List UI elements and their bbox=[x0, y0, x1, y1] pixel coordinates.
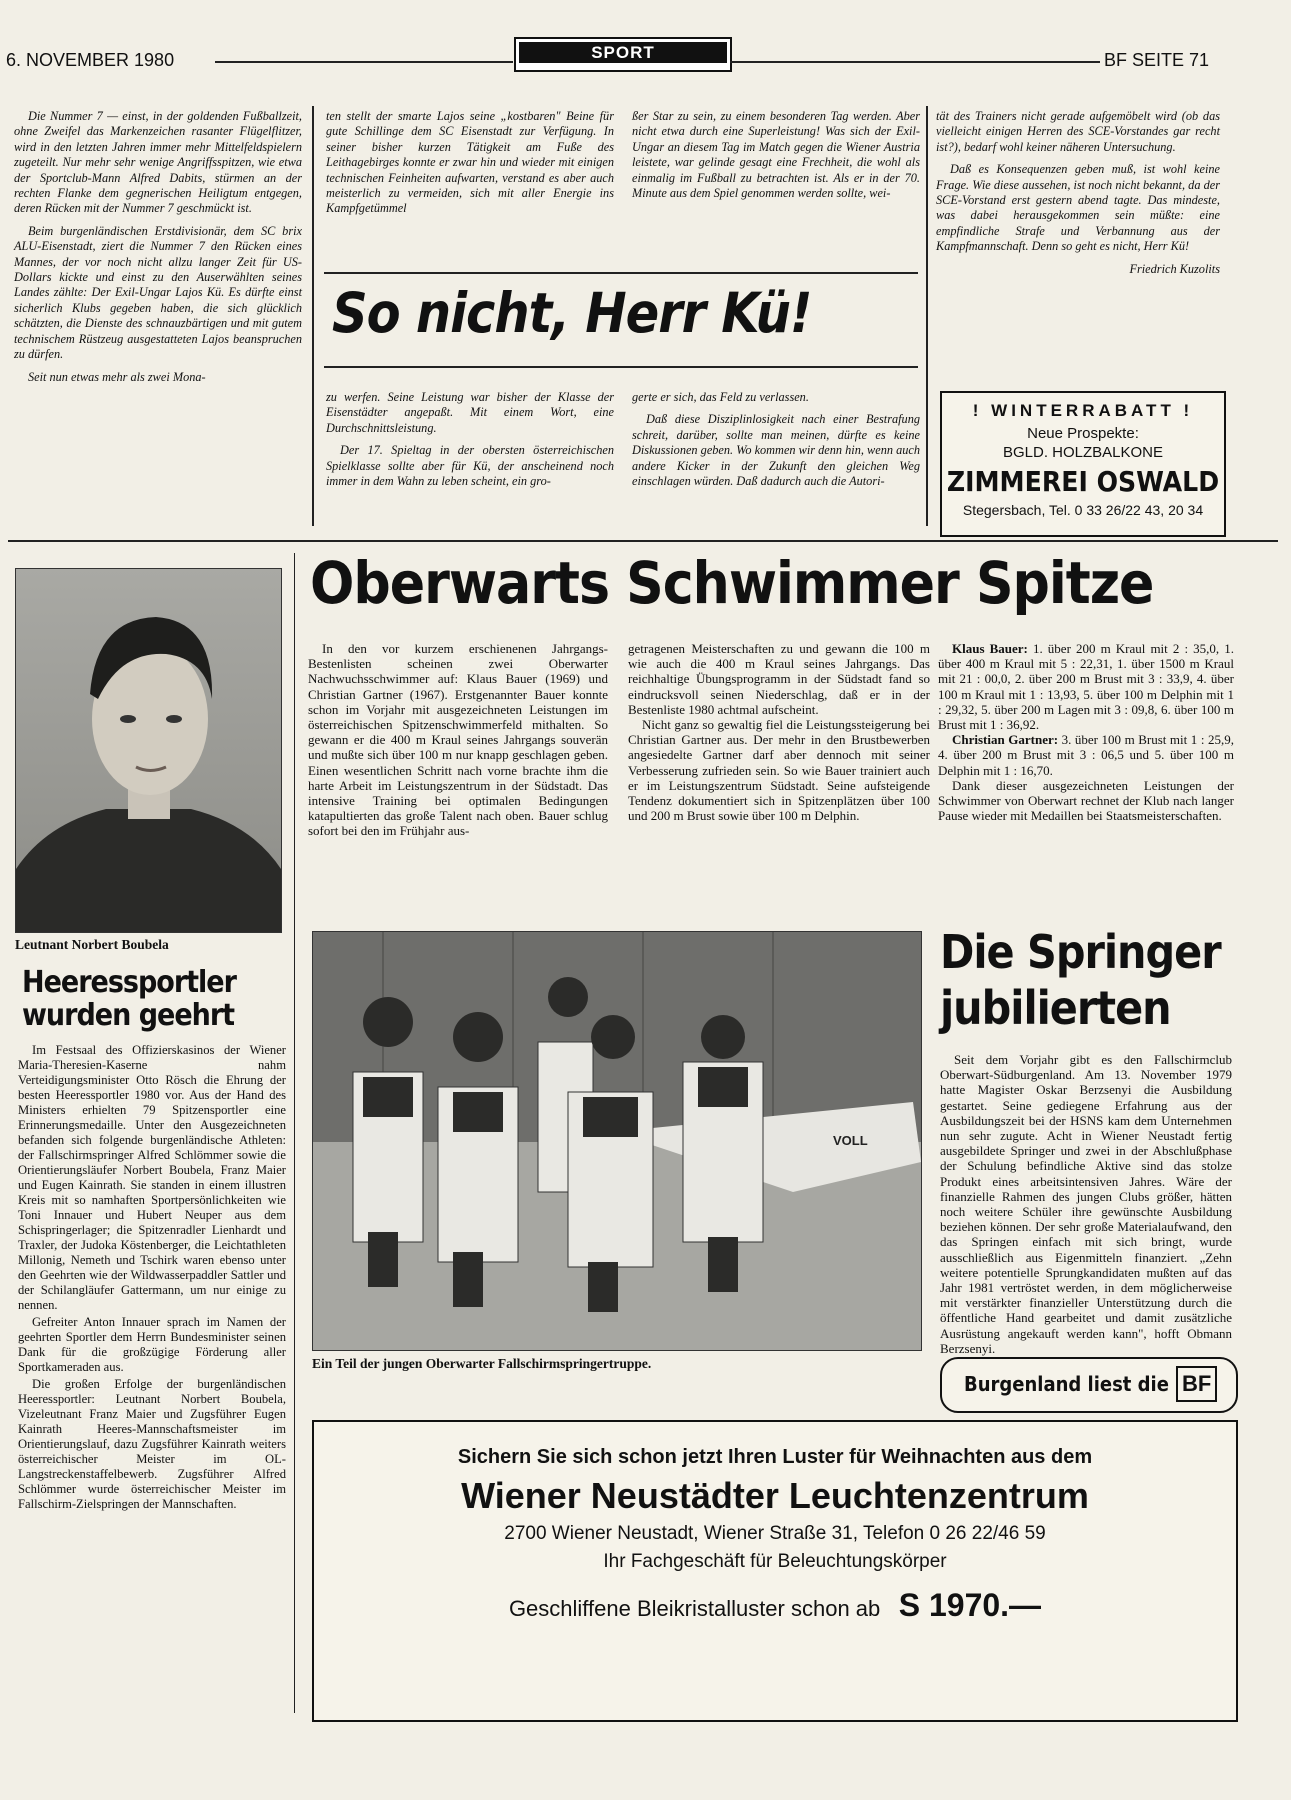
ad-line: Sichern Sie sich schon jetzt Ihren Luster für Weihnachten aus dem bbox=[457, 1446, 1093, 1468]
header-date: 6. NOVEMBER 1980 bbox=[6, 50, 175, 70]
ad-offer-row bbox=[314, 1587, 1236, 1624]
portrait-caption: Leutnant Norbert Boubela bbox=[15, 937, 169, 952]
paragraph: Der 17. Spieltag in der obersten österreichischen Spielklasse sollte aber für Kü, der anscheinend noch immer in dem Wahn zu leben scheint, ein gro- bbox=[326, 443, 614, 489]
ad-address: Stegersbach, Tel. 0 33 26/22 43, 20 34 bbox=[962, 502, 1204, 518]
header-page: BF SEITE 71 bbox=[1104, 50, 1210, 70]
ad-tagline: Ihr Fachgeschäft für Beleuchtungskörper bbox=[603, 1551, 947, 1572]
kue-column-3-low bbox=[632, 390, 920, 496]
headline-rule-top bbox=[324, 272, 918, 274]
parachutists-group-icon bbox=[313, 932, 921, 1350]
group-photo-caption: Ein Teil der jungen Oberwarter Fallschirmspringertruppe. bbox=[312, 1356, 652, 1371]
paragraph: Seit nun etwas mehr als zwei Mona- bbox=[28, 369, 206, 384]
athlete-results: 1. über 200 m Kraul mit 2 : 35,0, 1. über 400 m Kraul mit 5 : 22,31, 1. über 1500 m Kraul mit 21 : 00,0, 2. über 200 m Brust mit 3 : 33,9, 4. über 100 m Kraul mit 1 : 13,93, 5. über 100 m Delphin mit 1 : 29,32, 5. über 200 m Lagen mit 3 : 09,8, 6. über 100 m Brust mit 1 : 36,92. bbox=[938, 641, 1234, 733]
paragraph: Daß es Konsequenzen geben muß, ist wohl keine Frage. Wie diese aussehen, ist noch nicht bekannt, da der SCE-Vorstand erst gestern abend tagte. Das mindeste, was dabei herausgekommen sein müßte: eine empfindliche Strafe und Verbannung aus der Kampfmannschaft. Denn so geht es nicht, Herr Kü! bbox=[936, 162, 1220, 254]
header-rule-right bbox=[730, 61, 1100, 63]
ad-line: BGLD. HOLZBALKONE bbox=[1002, 444, 1164, 461]
ad-zimmerei bbox=[940, 391, 1226, 537]
portrait-figure-icon bbox=[16, 569, 281, 932]
schwimmer-column-3 bbox=[938, 641, 1234, 830]
paragraph: ßer Star zu sein, zu einem besonderen Tag werden. Aber nicht etwa durch eine Superleistung! Was sich der Exil-Ungar an diesem Tag im Match gegen die Wiener Austria leistete, war gelinde gesagt eine Frechheit, die wohl als einmalig im Fußball zu betrachten ist. Als er in der 70. Minute aus dem Spiel genommen werden sollte, wei- bbox=[632, 109, 920, 201]
kue-column-3 bbox=[632, 109, 920, 208]
byline: Friedrich Kuzolits bbox=[1129, 261, 1220, 276]
athlete-results: 3. über 100 m Brust mit 1 : 25,9, 4. über 200 m Brust mit 3 : 06,5 und 5. über 100 m Delphin mit 1 : 16,70. bbox=[938, 732, 1234, 778]
bf-logo: BF bbox=[1176, 1366, 1217, 1402]
headline-line: Die Springer bbox=[940, 925, 1221, 979]
paragraph: ten stellt der smarte Lajos seine „kostbaren" Beine für gute Schillinge dem SC Eisenstadt zur Verfügung. In seiner bisher kurzen Tätigkeit am Fuße des Leithagebirges konnte er zwar hin und wieder mit einigen technischen Feinheiten aufwarten, verstand es aber auch meisterlich zu vermeiden, sich mit aller Energie ins Kampfgetümmel bbox=[326, 109, 614, 216]
paragraph: Gefreiter Anton Innauer sprach im Namen der geehrten Sportler dem Herrn Bundesminister seinen Dank für die großzügige Förderung aller Sportkameraden aus. bbox=[18, 1315, 286, 1374]
kue-headline: So nicht, Herr Kü! bbox=[332, 281, 812, 345]
section-label-box bbox=[514, 37, 732, 72]
kue-column-2-low bbox=[326, 390, 614, 496]
paragraph bbox=[938, 732, 1234, 778]
paragraph: Beim burgenländischen Erstdivisionär, dem SC brix ALU-Eisenstadt, ziert die Nummer 7 den Rücken eines Mannes, der vor noch nicht allzu langer Zeit für US-Dollars kickte und einst zu den Auserwählten seines Landes zählte: Der Exil-Ungar Lajos Kü. Es dürfte einst sicherlich Klubs gegeben haben, die sich glücklich schätzten, die Dienste des schnauzbärtigen und mit gutem technischem Rüstzeug ausgestatteten Lajos beanspruchen zu dürfen. bbox=[14, 223, 302, 362]
paragraph: tät des Trainers nicht gerade aufgemöbelt wird (ob das vielleicht einigen Herren des SCE-Vorstandes gar recht ist?), bedarf wohl keiner näheren Untersuchung. bbox=[936, 109, 1220, 154]
ad-company-name: ZIMMEREI OSWALD bbox=[946, 465, 1220, 498]
paragraph: Dank dieser ausgezeichneten Leistungen der Schwimmer von Oberwart rechnet der Klub nach langer Pause wieder mit Medaillen bei Staatsmeisterschaften. bbox=[938, 777, 1234, 824]
group-photo bbox=[312, 931, 922, 1351]
schwimmer-column-2 bbox=[628, 641, 930, 830]
paragraph: Die Nummer 7 — einst, in der goldenden Fußballzeit, ohne Zweifel das Markenzeichen rasanter Flügelflitzer, wird in den letzten Jahren immer mehr Mittelfeldspielern zugeteilt. Nur mehr sehr wenige Angriffsspitzen, wie etwa der Sportclub-Mann Alfred Dabits, stürmen an der rechten Flanke dem gegnerischen Heiligtum entgegen, deren Rücken mit der Nummer 7 geschmückt ist. bbox=[14, 109, 302, 216]
column-divider bbox=[926, 106, 928, 526]
paragraph: Im Festsaal des Offizierskasinos der Wiener Maria-Theresien-Kaserne nahm Verteidigungsminister Otto Rösch die Ehrung der besten Heeressportler 1980 vor. Aus der Hand des Ministers erhielten 79 Spitzensportler eine Erinnerungsmedaille. Unter den Ausgezeichneten befanden sich folgende burgenländische Athleten: der Fallschirmspringer Alfred Schlömmer sowie die Orientierungsläufer Norbert Boubela, Franz Maier und Eugen Kainrath. Sie standen in einem illustren Kreis mit so namhaften Sportpersönlichkeiten wie Toni Innauer und Hubert Neuper aus dem Schispringerlager; die Spitzenradler Lienhardt und Traxler, der Judoka Köstenberger, die Leichtathleten Millonig, Nemeth und Tschirk waren ebenso unter den Geehrten wie der Wildwasserpaddler Sattler und der Schilangläufer Gattermann, um nur einige zu nennen. bbox=[18, 1043, 286, 1312]
paragraph: Daß diese Disziplinlosigkeit nach einer Bestrafung schreit, darüber, sollte man meinen, dürfte es keine Diskussionen geben. Wo kommen wir denn hin, wenn auch andere Kicker in der Zukunft den gleichen Weg einschlagen würden. Daß dadurch auch die Autori- bbox=[632, 412, 920, 489]
schwimmer-column-1 bbox=[308, 641, 608, 846]
header-rule-left bbox=[215, 61, 513, 63]
kue-column-1 bbox=[14, 109, 302, 392]
paragraph: getragenen Meisterschaften zu und gewann die 100 m wie auch die 400 m Kraul seines Jahrgangs. Das reichhaltige Übungsprogramm in der Südstadt fand so eindrucksvoll seinen Niederschlag, daß er in der Bestenliste 1980 achtmal aufscheint. bbox=[628, 641, 930, 717]
kue-column-4 bbox=[936, 109, 1220, 277]
kue-column-2 bbox=[326, 109, 614, 224]
plane-lettering: VOLL bbox=[833, 1133, 868, 1148]
headline-line: wurden geehrt bbox=[22, 998, 235, 1033]
ad-address: 2700 Wiener Neustadt, Wiener Straße 31, Telefon 0 26 22/46 59 bbox=[504, 1523, 1046, 1544]
ad-company-name: Wiener Neustädter Leuchtenzentrum bbox=[461, 1475, 1089, 1516]
headline-line: jubilierten bbox=[940, 981, 1171, 1035]
paragraph: Seit dem Vorjahr gibt es den Fallschirmclub Oberwart-Südburgenland. Am 13. November 1979 hatte Magister Oskar Berzsenyi die Ausbildung gestartet. Seine gediegene Erfahrung aus der Ausbildungszeit bei der HSNS kam dem Unternehmen nun sehr zugute. Acht in Wiener Neustadt fertig ausgebildete Springer und zwei in der Abschlußphase der Schulung befindliche Aktive sind das stolze Produkt eines arbeitsintensiven Jahres. Wäre der finanzielle Rahmen des jungen Clubs größer, hätten noch weitere Schüler ihre gewünschte Ausbildung beziehen können. Der sehr große Materialaufwand, den das Springen einfach mit sich bringt, wurde ausschließlich aus Eigenmitteln finanziert. „Zehn weitere potentielle Sprungkandidaten mußten auf das Jahr 1981 vertröstet werden, in dem möglicherweise mit verstärkter finanzieller Unterstützung durch die öffentliche Hand gearbeitet und damit zusätzliche Ausrüstung angekauft werden kann", hofft Obmann Berzsenyi. bbox=[940, 1052, 1232, 1356]
athlete-name: Christian Gartner: bbox=[952, 732, 1059, 748]
ad-line: ! WINTERRABATT ! bbox=[972, 401, 1194, 420]
schwimmer-headline: Oberwarts Schwimmer Spitze bbox=[310, 549, 1154, 617]
bf-badge bbox=[940, 1357, 1238, 1413]
column-divider bbox=[312, 106, 314, 526]
headline-rule-bottom bbox=[324, 366, 918, 368]
paragraph: In den vor kurzem erschienenen Jahrgangs-Bestenlisten scheinen zwei Oberwarter Nachwuchsschwimmer auf: Klaus Bauer (1969) und Christian Gartner (1967). Erstgenannter Bauer konnte schon im Vorjahr mit ausgezeichneten Leistungen im österreichischen Spitzenschwimmerfeld mithalten. So gewann er die 400 m Kraul seines Jahrgangs souverän und mußte sich über 100 m nur knapp geschlagen geben. Einen wesentlichen Schritt nach vorne brachte ihm die harte Arbeit im Leistungszentrum in der Südstadt. Das intensive Training bei optimalen Bedingungen katapultierten das große Talent nach oben. Bauer schlug sofort bei den im Frühjahr aus- bbox=[308, 641, 608, 839]
paragraph: Die großen Erfolge der burgenländischen Heeressportler: Leutnant Norbert Boubela, Vizeleutnant Franz Maier und Zugsführer Eugen Kainrath Heeres-Mannschaftsmeister im Orientierungslauf, dazu Zugsführer Kainrath weiters österreichischer Meister im OL-Langstreckenstaffelbewerb. Zugsführer Alfred Schlömmer wurde österreichischer Meister im Fallschirm-Zielspringen der Mannschaften. bbox=[18, 1377, 286, 1511]
paragraph bbox=[938, 641, 1234, 732]
section-label: SPORT bbox=[519, 42, 727, 63]
headline-line: Heeressportler bbox=[22, 965, 236, 1000]
ad-line: Neue Prospekte: bbox=[1027, 425, 1139, 442]
heer-headline bbox=[22, 966, 236, 1032]
paragraph: zu werfen. Seine Leistung war bisher der Klasse der Eisenstädter angepaßt. Mit einem Wort, eine Durchschnittsleistung. bbox=[326, 390, 614, 435]
athlete-name: Klaus Bauer: bbox=[952, 641, 1028, 656]
ad-price: S 1970.— bbox=[898, 1587, 1042, 1623]
paragraph: gerte er sich, das Feld zu verlassen. bbox=[632, 390, 809, 404]
paragraph: Nicht ganz so gewaltig fiel die Leistungssteigerung bei Christian Gartner aus. Der mehr in den Brustbewerben angesiedelte Gartner darf aber dennoch mit seiner Verbesserung zufrieden sein. So wie Bauer trainiert auch er im Leistungszentrum Südstadt. Seine aufsteigende Tendenz dokumentiert sich in Spitzenplätzen über 100 und 200 m Brust sowie über 100 m Delphin. bbox=[628, 717, 930, 824]
ad-luster bbox=[312, 1420, 1238, 1722]
heer-body bbox=[18, 1043, 286, 1514]
bf-badge-text: Burgenland liest die bbox=[964, 1372, 1169, 1396]
springer-headline bbox=[940, 924, 1221, 1036]
ad-offer: Geschliffene Bleikristalluster schon ab bbox=[508, 1596, 881, 1621]
top-section-rule bbox=[8, 540, 1278, 542]
portrait-photo bbox=[15, 568, 282, 933]
springer-body bbox=[940, 1052, 1232, 1363]
